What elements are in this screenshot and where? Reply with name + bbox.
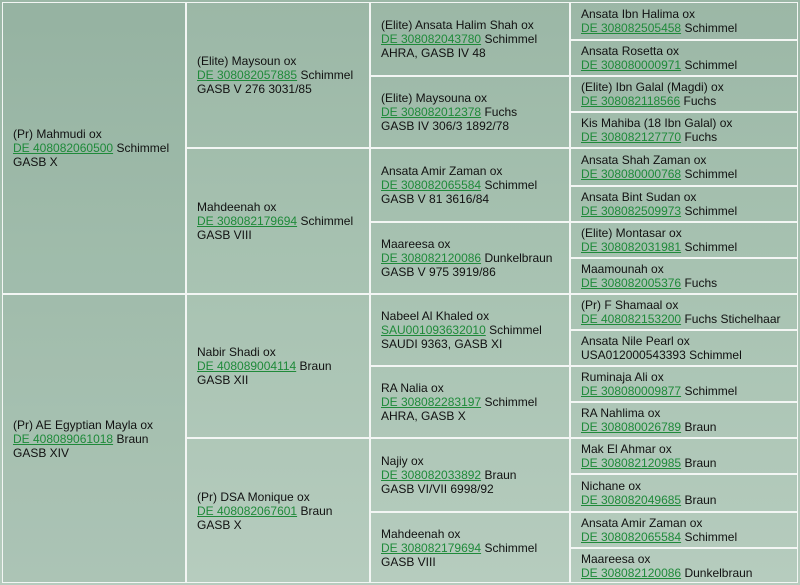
registration-link[interactable]: DE 308082283197 (381, 395, 482, 409)
coat-color: Schimmel (484, 395, 538, 409)
coat-color: Fuchs (684, 276, 718, 290)
horse-name: Ansata Amir Zaman ox (581, 516, 703, 530)
pedigree-cell-g3 (370, 222, 570, 294)
registration-link[interactable]: DE 308082049685 (581, 493, 682, 507)
pedigree-cell-g3 (370, 366, 570, 438)
studbook: GASB X (197, 517, 242, 532)
registration-link[interactable]: DE 308080000768 (581, 167, 682, 181)
pedigree-cell-g4 (570, 186, 798, 222)
reg-line (197, 359, 363, 373)
coat-color: Braun (684, 456, 717, 470)
reg-line (197, 68, 363, 82)
reg-line (13, 432, 179, 446)
registration-link[interactable]: DE 308082120086 (381, 251, 482, 265)
reg-line (581, 530, 791, 544)
registration-link[interactable]: DE 308080000971 (581, 58, 682, 72)
horse-name: Ansata Bint Sudan ox (581, 190, 697, 204)
horse-name: Ansata Rosetta ox (581, 44, 680, 58)
horse-name: RA Nalia ox (381, 381, 444, 395)
studbook: GASB VIII (381, 554, 436, 569)
reg-line (381, 251, 563, 265)
horse-name: Ansata Shah Zaman ox (581, 153, 707, 167)
coat-color: Schimmel (684, 58, 738, 72)
studbook: GASB XII (197, 373, 249, 387)
horse-name: Maamounah ox (581, 262, 664, 276)
pedigree-cell-g3 (370, 512, 570, 583)
pedigree-cell-g2 (186, 148, 370, 294)
registration-link[interactable]: DE 308082127770 (581, 130, 682, 144)
pedigree-cell-g3 (370, 76, 570, 148)
reg-line (197, 504, 363, 518)
registration-link[interactable]: DE 408082067601 (197, 503, 298, 518)
registration-link[interactable]: DE 308082509973 (581, 204, 682, 218)
registration-link[interactable]: DE 308082065584 (581, 530, 682, 544)
studbook: GASB XIV (13, 445, 70, 460)
studbook: GASB IV 306/3 1892/78 (381, 119, 510, 133)
studbook: GASB VIII (197, 228, 252, 242)
reg-line (581, 167, 791, 181)
horse-name: (Pr) DSA Monique ox (197, 489, 310, 504)
registration-link[interactable]: DE 308082057885 (197, 68, 298, 82)
horse-name: Nabir Shadi ox (197, 345, 276, 359)
coat-color: Schimmel (684, 384, 738, 398)
coat-color: Braun (299, 359, 332, 373)
studbook: AHRA, GASB IV 48 (381, 46, 486, 60)
registration-link[interactable]: DE 308082005376 (581, 276, 682, 290)
coat-color: Schimmel (684, 167, 738, 181)
horse-name: Ruminaja Ali ox (581, 370, 664, 384)
pedigree-cell-g2 (186, 438, 370, 583)
pedigree-cell-g4 (570, 112, 798, 148)
reg-line (581, 566, 791, 580)
horse-name: Mak El Ahmar ox (581, 442, 672, 456)
registration-link[interactable]: DE 308080026789 (581, 420, 682, 434)
coat-color: Dunkelbraun (684, 565, 753, 580)
horse-name: Kis Mahiba (18 Ibn Galal) ox (581, 116, 733, 130)
reg-line (581, 312, 791, 326)
coat-color: Schimmel (684, 240, 738, 254)
horse-name: (Pr) Mahmudi ox (13, 127, 102, 141)
studbook: GASB V 276 3031/85 (197, 82, 312, 96)
pedigree-cell-g4 (570, 258, 798, 294)
horse-name: (Pr) F Shamaal ox (581, 298, 679, 312)
reg-line (381, 468, 563, 482)
horse-name: (Pr) AE Egyptian Mayla ox (13, 417, 154, 432)
studbook: GASB V 81 3616/84 (381, 192, 490, 206)
pedigree-cell-g4 (570, 512, 798, 548)
reg-line (581, 58, 791, 72)
coat-color: Braun (116, 431, 149, 446)
horse-name: (Elite) Ibn Galal (Magdi) ox (581, 80, 724, 94)
reg-line (381, 178, 563, 192)
registration-link[interactable]: DE 308082505458 (581, 21, 682, 35)
reg-line (581, 204, 791, 218)
horse-name: RA Nahlima ox (581, 406, 661, 420)
reg-line (581, 493, 791, 507)
horse-name: Ansata Nile Pearl ox (581, 334, 690, 348)
reg-line (197, 214, 363, 228)
coat-color: Braun (684, 420, 717, 434)
registration-link[interactable]: DE 308080009877 (581, 384, 682, 398)
horse-name: (Elite) Maysoun ox (197, 54, 297, 68)
studbook: AHRA, GASB X (381, 409, 466, 423)
reg-line (381, 541, 563, 555)
reg-line (581, 94, 791, 108)
coat-color: Fuchs (683, 94, 717, 108)
horse-name: Ansata Ibn Halima ox (581, 7, 696, 21)
studbook: GASB VI/VII 6998/92 (381, 482, 494, 496)
pedigree-cell-g4 (570, 548, 798, 583)
studbook: SAUDI 9363, GASB XI (381, 337, 503, 351)
reg-line (581, 456, 791, 470)
coat-color: Braun (300, 503, 333, 518)
horse-name: Nichane ox (581, 479, 642, 493)
coat-color: Braun (684, 493, 717, 507)
pedigree-cell-g4 (570, 294, 798, 330)
registration-link[interactable]: DE 408089061018 (13, 431, 114, 446)
registration-link[interactable]: DE 308082065584 (381, 178, 482, 192)
pedigree-cell-sire (2, 2, 186, 294)
coat-color: Fuchs Stichelhaar (684, 312, 781, 326)
coat-color: Schimmel (300, 214, 354, 228)
reg-line (381, 32, 563, 46)
registration-link[interactable]: DE 308082031981 (581, 240, 682, 254)
pedigree-cell-g4 (570, 222, 798, 258)
reg-line (581, 420, 791, 434)
pedigree-cell-g4 (570, 474, 798, 512)
coat-color: Braun (484, 468, 517, 482)
coat-color: Schimmel (300, 68, 354, 82)
reg-line-plain: USA012000543393 Schimmel (581, 348, 742, 362)
pedigree-cell-g4 (570, 402, 798, 438)
registration-link[interactable]: DE 308082179694 (381, 540, 482, 555)
reg-line (381, 105, 563, 119)
coat-color: Schimmel (489, 323, 542, 337)
horse-name: (Elite) Ansata Halim Shah ox (381, 18, 534, 32)
reg-line (581, 384, 791, 398)
reg-line (581, 240, 791, 254)
registration-link[interactable]: DE 308082033892 (381, 468, 482, 482)
pedigree-cell-g4 (570, 330, 798, 366)
coat-color: Schimmel (484, 540, 538, 555)
pedigree-cell-g3 (370, 294, 570, 366)
coat-color: Schimmel (484, 32, 538, 46)
registration-link[interactable]: DE 308082179694 (197, 214, 298, 228)
coat-color: Schimmel (116, 141, 170, 155)
horse-name: (Elite) Maysouna ox (381, 91, 488, 105)
pedigree-cell-g3 (370, 2, 570, 76)
pedigree-cell-g4 (570, 76, 798, 112)
registration-link[interactable]: DE 408082060500 (13, 141, 114, 155)
coat-color: Schimmel (484, 178, 538, 192)
horse-name: Maareesa ox (381, 237, 451, 251)
pedigree-cell-g2 (186, 2, 370, 148)
pedigree-cell-g4 (570, 438, 798, 474)
pedigree-cell-g4 (570, 148, 798, 186)
pedigree-cell-g4 (570, 366, 798, 402)
horse-name: Mahdeenah ox (381, 526, 461, 541)
registration-link[interactable]: SAU001093632010 (381, 323, 486, 337)
registration-link[interactable]: DE 308082043780 (381, 32, 482, 46)
horse-name: Maareesa ox (581, 551, 651, 566)
reg-line (581, 130, 791, 144)
reg-line (581, 276, 791, 290)
horse-name: Mahdeenah ox (197, 200, 277, 214)
registration-link[interactable]: DE 408082153200 (581, 312, 682, 326)
studbook: GASB X (13, 155, 58, 169)
coat-color: Schimmel (684, 530, 738, 544)
pedigree-cell-g4 (570, 2, 798, 40)
studbook: GASB V 975 3919/86 (381, 265, 496, 279)
reg-line (381, 395, 563, 409)
registration-link[interactable]: DE 408089004114 (197, 359, 297, 373)
coat-color: Fuchs (684, 130, 718, 144)
registration-link[interactable]: DE 308082012378 (381, 105, 482, 119)
horse-name: (Elite) Montasar ox (581, 226, 682, 240)
coat-color: Dunkelbraun (484, 251, 553, 265)
reg-line (581, 21, 791, 35)
pedigree-cell-dam (2, 294, 186, 583)
pedigree-cell-g3 (370, 148, 570, 222)
registration-link[interactable]: DE 308082120985 (581, 456, 682, 470)
reg-line (13, 141, 179, 155)
horse-name: Ansata Amir Zaman ox (381, 164, 503, 178)
pedigree-cell-g4 (570, 40, 798, 76)
registration-link[interactable]: DE 308082120086 (581, 565, 682, 580)
pedigree-cell-g3 (370, 438, 570, 512)
horse-name: Najiy ox (381, 454, 424, 468)
pedigree-cell-g2 (186, 294, 370, 438)
reg-line (381, 323, 563, 337)
coat-color: Fuchs (484, 105, 518, 119)
coat-color: Schimmel (684, 21, 738, 35)
horse-name: Nabeel Al Khaled ox (381, 309, 490, 323)
registration-link[interactable]: DE 308082118566 (581, 94, 681, 108)
coat-color: Schimmel (684, 204, 738, 218)
